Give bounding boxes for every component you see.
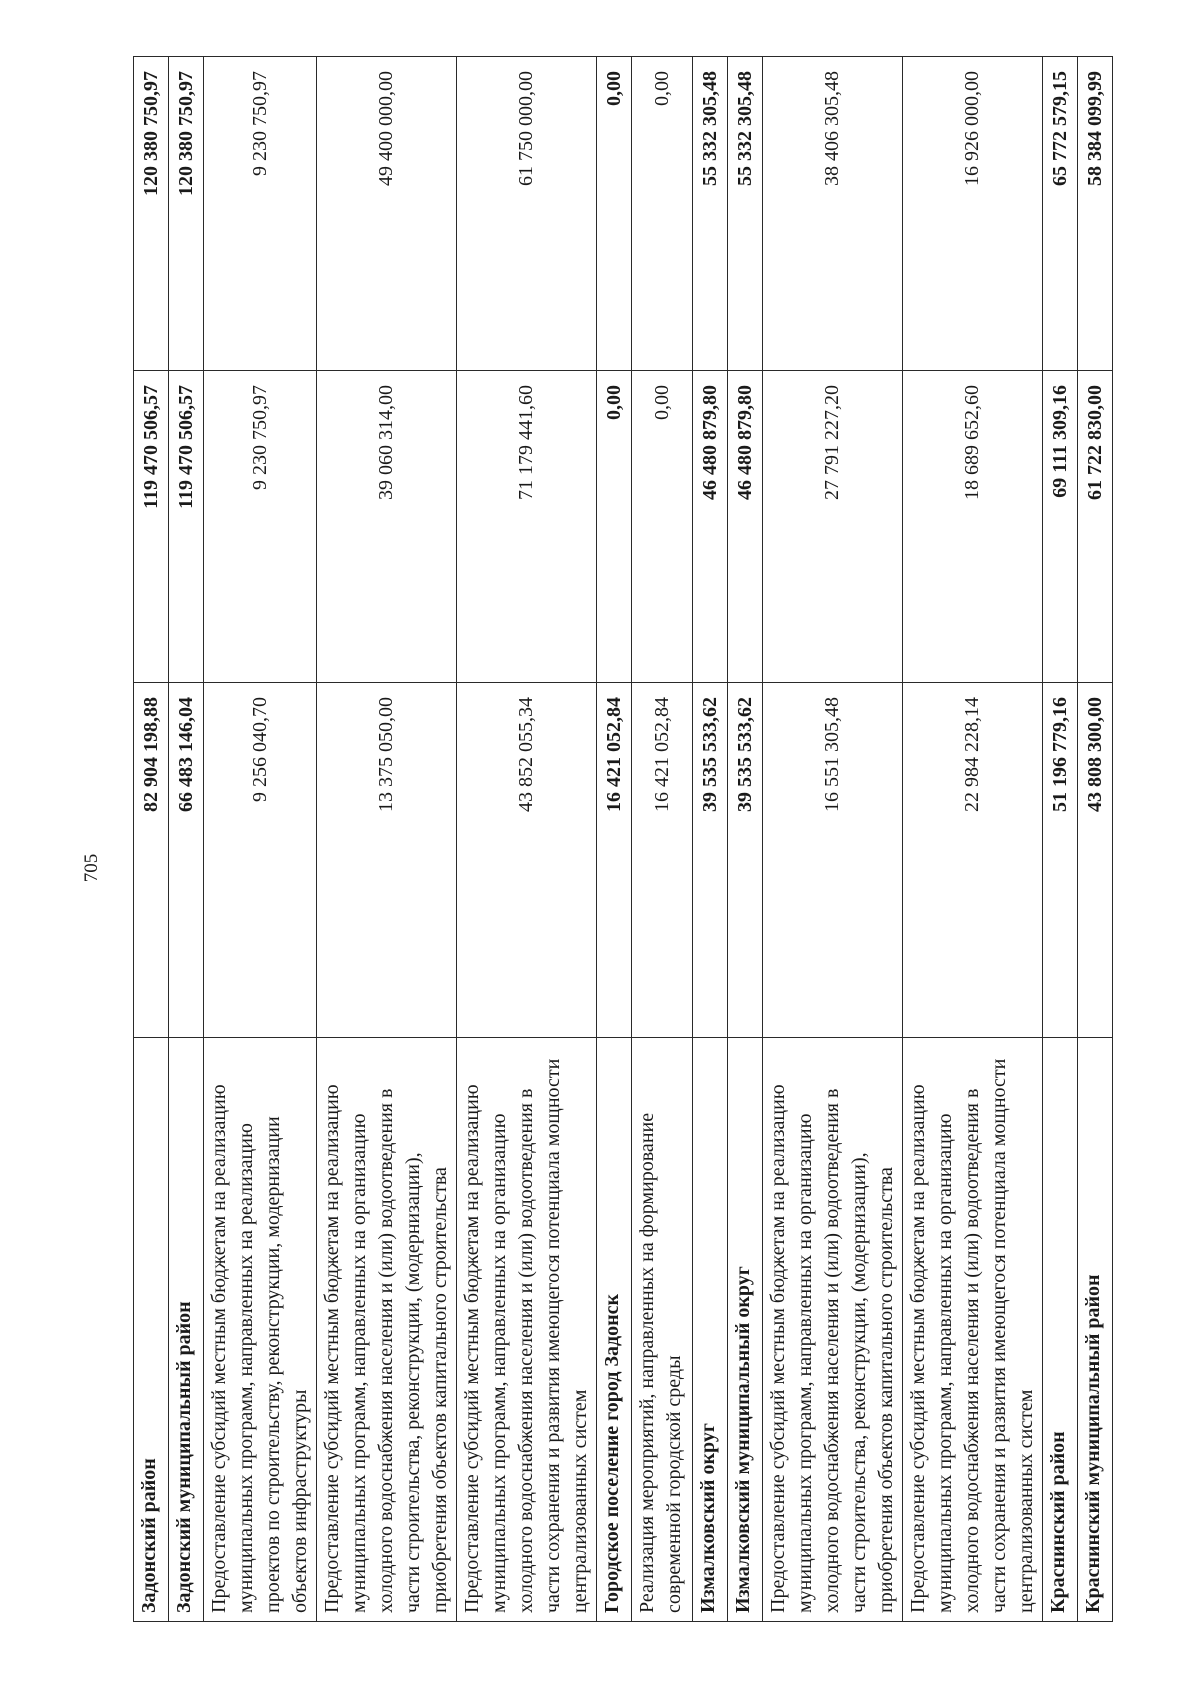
row-name: Краснинский район <box>1043 1038 1078 1622</box>
table-row <box>317 57 457 1622</box>
row-value-3: 120 380 750,97 <box>134 57 169 371</box>
table-row <box>134 57 169 1622</box>
row-name: Предоставление субсидий местным бюджетам на реализацию муниципальных программ, направленных на реализацию проектов по строительству, реконструкции, модернизации объектов инфраструктуры <box>204 1038 317 1622</box>
row-value-2: 27 791 227,20 <box>763 371 903 683</box>
row-value-3: 55 332 305,48 <box>728 57 763 371</box>
budget-table-rotated <box>133 57 1106 1622</box>
row-value-2: 0,00 <box>632 371 693 683</box>
row-name: Реализация мероприятий, направленных на формирование современной городской среды <box>632 1038 693 1622</box>
row-name: Измалковский муниципальный округ <box>728 1038 763 1622</box>
row-name: Краснинский муниципальный район <box>1078 1038 1113 1622</box>
row-name: Измалковский округ <box>693 1038 728 1622</box>
row-value-3: 49 400 000,00 <box>317 57 457 371</box>
row-value-1: 13 375 050,00 <box>317 683 457 1038</box>
row-value-1: 16 421 052,84 <box>632 683 693 1038</box>
row-value-2: 119 470 506,57 <box>169 371 204 683</box>
row-name: Предоставление субсидий местным бюджетам на реализацию муниципальных программ, направленных на организацию холодного водоснабжения населения и (или) водоотведения в части сохранения и развития имеющегося потенциала мощности централизованных систем <box>903 1038 1043 1622</box>
row-value-1: 16 551 305,48 <box>763 683 903 1038</box>
row-value-3: 120 380 750,97 <box>169 57 204 371</box>
row-value-1: 66 483 146,04 <box>169 683 204 1038</box>
table-row <box>169 57 204 1622</box>
row-value-1: 39 535 533,62 <box>728 683 763 1038</box>
row-value-3: 0,00 <box>597 57 632 371</box>
table-row <box>903 57 1043 1622</box>
table-row <box>693 57 728 1622</box>
row-value-3: 58 384 099,99 <box>1078 57 1113 371</box>
row-name: Задонский район <box>134 1038 169 1622</box>
row-value-3: 61 750 000,00 <box>457 57 597 371</box>
row-value-3: 65 772 579,15 <box>1043 57 1078 371</box>
row-value-2: 18 689 652,60 <box>903 371 1043 683</box>
table-row <box>204 57 317 1622</box>
row-value-3: 9 230 750,97 <box>204 57 317 371</box>
row-name: Городское поселение город Задонск <box>597 1038 632 1622</box>
row-value-2: 69 111 309,16 <box>1043 371 1078 683</box>
row-value-3: 0,00 <box>632 57 693 371</box>
row-value-3: 38 406 305,48 <box>763 57 903 371</box>
row-value-1: 16 421 052,84 <box>597 683 632 1038</box>
row-value-2: 61 722 830,00 <box>1078 371 1113 683</box>
table-row <box>1043 57 1078 1622</box>
row-value-2: 46 480 879,80 <box>693 371 728 683</box>
row-value-1: 22 984 228,14 <box>903 683 1043 1038</box>
table-row <box>728 57 763 1622</box>
row-name: Предоставление субсидий местным бюджетам на реализацию муниципальных программ, направленных на организацию холодного водоснабжения населения и (или) водоотведения в части сохранения и развития имеющегося потенциала мощности централизованных систем <box>457 1038 597 1622</box>
row-name: Задонский муниципальный район <box>169 1038 204 1622</box>
table-row <box>457 57 597 1622</box>
row-name: Предоставление субсидий местным бюджетам на реализацию муниципальных программ, направленных на организацию холодного водоснабжения населения и (или) водоотведения в части строительства, реконструкции, (модернизации), приобретения объектов капитального строительства <box>763 1038 903 1622</box>
row-value-2: 119 470 506,57 <box>134 371 169 683</box>
row-name: Предоставление субсидий местным бюджетам на реализацию муниципальных программ, направленных на организацию холодного водоснабжения населения и (или) водоотведения в части строительства, реконструкции, (модернизации), приобретения объектов капитального строительства <box>317 1038 457 1622</box>
row-value-2: 39 060 314,00 <box>317 371 457 683</box>
row-value-1: 51 196 779,16 <box>1043 683 1078 1038</box>
table-row <box>763 57 903 1622</box>
row-value-2: 46 480 879,80 <box>728 371 763 683</box>
row-value-3: 16 926 000,00 <box>903 57 1043 371</box>
table-row <box>632 57 693 1622</box>
row-value-2: 71 179 441,60 <box>457 371 597 683</box>
table-row <box>1078 57 1113 1622</box>
row-value-2: 0,00 <box>597 371 632 683</box>
table-row <box>597 57 632 1622</box>
row-value-2: 9 230 750,97 <box>204 371 317 683</box>
budget-table <box>133 56 1113 1622</box>
row-value-1: 82 904 198,88 <box>134 683 169 1038</box>
row-value-1: 39 535 533,62 <box>693 683 728 1038</box>
row-value-1: 43 808 300,00 <box>1078 683 1113 1038</box>
row-value-1: 43 852 055,34 <box>457 683 597 1038</box>
page-number: 705 <box>81 853 102 883</box>
row-value-3: 55 332 305,48 <box>693 57 728 371</box>
row-value-1: 9 256 040,70 <box>204 683 317 1038</box>
